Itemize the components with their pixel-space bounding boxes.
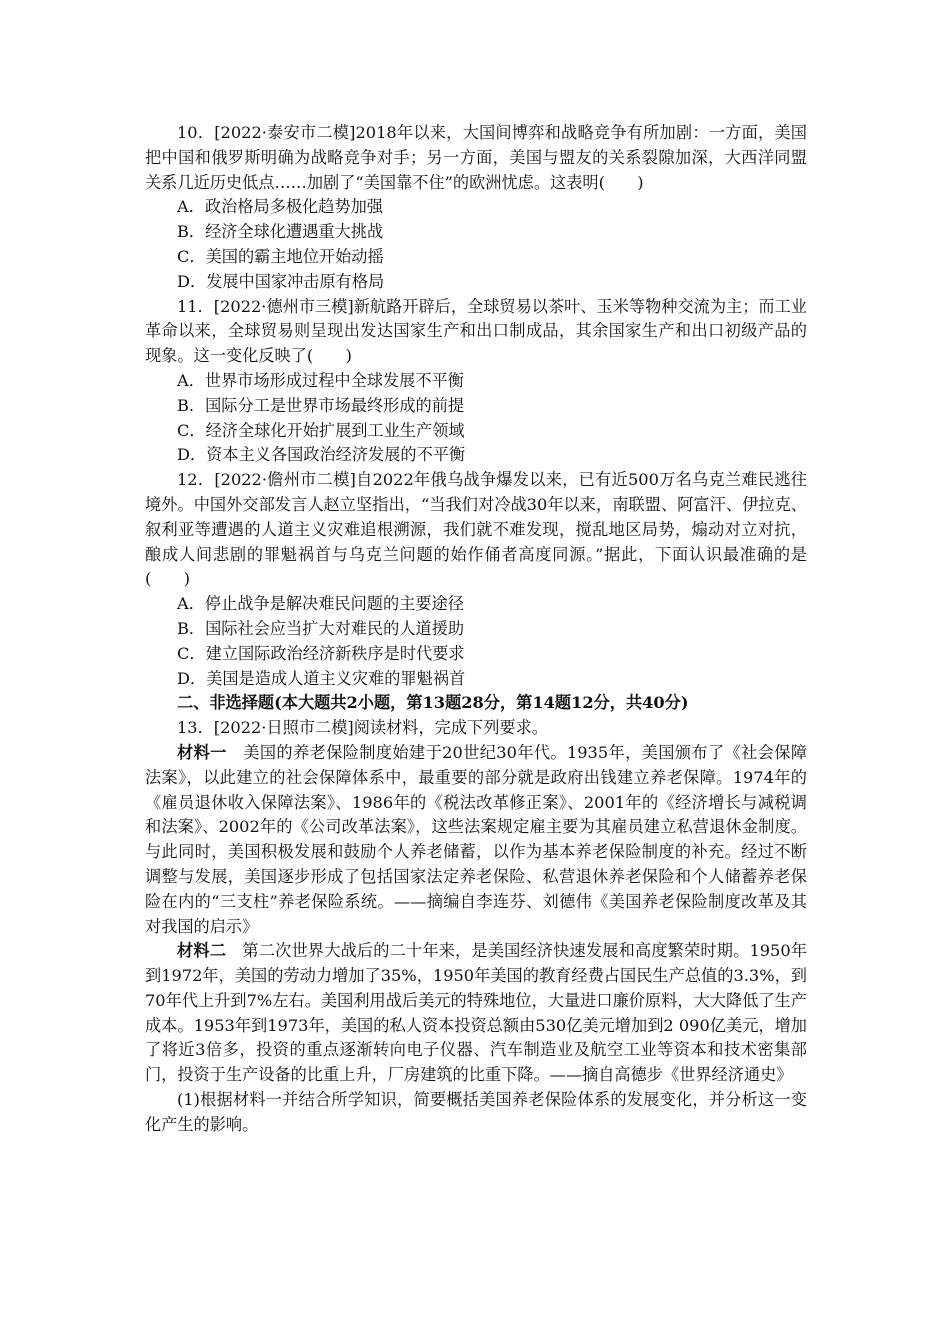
question-11-option-b: B．国际分工是世界市场最终形成的前提 <box>177 395 465 415</box>
material-1-text: 美国的养老保险制度始建于20世纪30年代。1935年，美国颁布了《社会保障法案》，以此建立的社会保障体系中，最重要的部分就是政府出钱建立养老保障。1974年的《雇员退休收入保障法案》、1986年的《税法改革修正案》、2001年的《经济增长与减税调和法案》、2002年的《公司改革法案》，这些法案规定雇主要为其雇员建立私营退休金制度。与此同时，美国积极发展和鼓励个人养老储蓄，以作为基本养老保险制度的补充。经过不断调整与发展，美国逐步形成了包括国家法定养老保险、私营退休养老保险和个人储蓄养老保险在内的“三支柱”养老保险系统。——摘编自李连芬、刘德伟《美国养老保险制度改革及其对我国的启示》 <box>145 742 808 936</box>
material-2 <box>145 939 807 1088</box>
question-11-stem: 11．[2022·德州市三模]新航路开辟后，全球贸易以茶叶、玉米等物种交流为主；而工业革命以来，全球贸易则呈现出发达国家生产和出口制成品，其余国家生产和出口初级产品的现象。这一变化反映了( ) <box>145 296 807 366</box>
question-10-option-b: B．经济全球化遭遇重大挑战 <box>177 222 384 242</box>
section-2-heading: 二、非选择题(本大题共2小题，第13题28分，第14题12分，共40分) <box>177 693 689 713</box>
document-page <box>145 121 807 1138</box>
material-2-text: 第二次世界大战后的二十年来，是美国经济快速发展和高度繁荣时期。1950年到1972年，美国的劳动力增加了35%，1950年美国的教育经费占国民生产总值的3.3%，到70年代上升到7%左右。美国利用战后美元的特殊地位，大量进口廉价原料，大大降低了生产成本。1953年到1973年，美国的私人资本投资总额由530亿美元增加到2 090亿美元，增加了将近3倍多，投资的重点逐渐转向电子仪器、汽车制造业及航空工业等资本和技术密集部门，投资于生产设备的比重上升，厂房建筑的比重下降。——摘自高德步《世界经济通史》 <box>145 941 808 1085</box>
question-12-option-b: B．国际社会应当扩大对难民的人道援助 <box>177 618 465 638</box>
question-10-option-d: D．发展中国家冲击原有格局 <box>177 271 385 291</box>
question-13-sub-1: (1)根据材料一并结合所学知识，简要概括美国养老保险体系的发展变化，并分析这一变化产生的影响。 <box>145 1090 807 1134</box>
material-1 <box>145 741 807 939</box>
question-12-option-c: C．建立国际政治经济新秩序是时代要求 <box>177 643 465 663</box>
question-12-option-a: A．停止战争是解决难民问题的主要途径 <box>177 594 464 614</box>
question-11-option-a: A．世界市场形成过程中全球发展不平衡 <box>177 370 464 390</box>
question-10-option-a: A．政治格局多极化趋势加强 <box>177 197 383 217</box>
question-10-option-c: C．美国的霸主地位开始动摇 <box>177 246 384 266</box>
question-10-stem: 10．[2022·泰安市二模]2018年以来，大国间博弈和战略竞争有所加剧：一方面，美国把中国和俄罗斯明确为战略竞争对手；另一方面，美国与盟友的关系裂隙加深，大西洋同盟关系几近历史低点……加剧了“美国靠不住”的欧洲忧虑。这表明( ) <box>145 123 807 192</box>
question-13-intro: 13．[2022·日照市二模]阅读材料，完成下列要求。 <box>177 718 548 738</box>
material-1-label: 材料一 <box>177 742 227 762</box>
question-12-stem: 12．[2022·儋州市二模]自2022年俄乌战争爆发以来，已有近500万名乌克兰难民逃往境外。中国外交部发言人赵立坚指出，“当我们对冷战30年以来，南联盟、阿富汗、伊拉克、叙利亚等遭遇的人道主义灾难追根溯源，我们就不难发现，搅乱地区局势，煽动对立对抗，酿成人间悲剧的罪魁祸首与乌克兰问题的始作俑者高度同源。”据此，下面认识最准确的是( ) <box>145 470 807 589</box>
question-11-option-c: C．经济全球化开始扩展到工业生产领域 <box>177 420 465 440</box>
question-12-option-d: D．美国是造成人道主义灾难的罪魁祸首 <box>177 668 466 688</box>
material-2-label: 材料二 <box>177 941 227 961</box>
question-11-option-d: D．资本主义各国政治经济发展的不平衡 <box>177 445 466 465</box>
